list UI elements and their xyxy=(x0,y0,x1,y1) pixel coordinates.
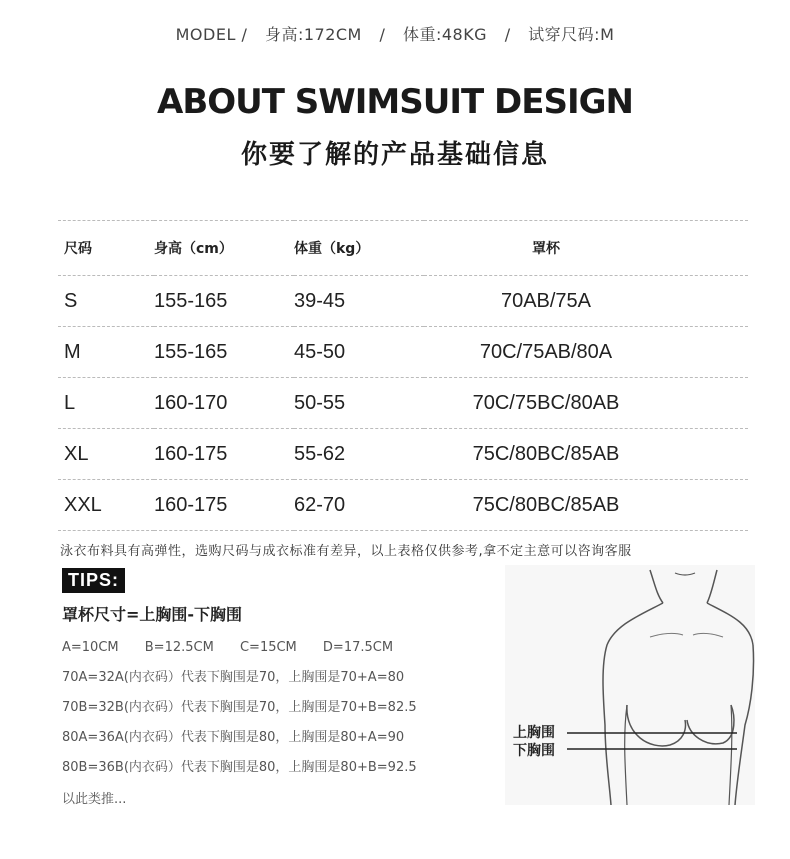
figure-background xyxy=(505,565,755,805)
cell-cup: 75C/80BC/85AB xyxy=(472,442,620,465)
upper-bust-label: 上胸围 xyxy=(513,725,555,741)
separator: / xyxy=(504,25,511,44)
cell-cup: 70C/75AB/80A xyxy=(479,340,613,363)
bust-measurement-illustration xyxy=(505,565,755,805)
table-row xyxy=(58,429,748,480)
table-row xyxy=(58,480,748,531)
cell-cup: 70AB/75A xyxy=(500,289,592,312)
table-row xyxy=(58,378,748,429)
cup-value: B=12.5CM xyxy=(144,640,214,655)
title-english: ABOUT SWIMSUIT DESIGN xyxy=(157,82,633,122)
size-chart-table xyxy=(58,220,748,531)
fabric-note: 泳衣布料具有高弹性，选购尺码与成衣标准有差异，以上表格仅供参考,拿不定主意可以咨询客服 xyxy=(60,544,632,559)
lower-bust-label: 下胸围 xyxy=(513,743,555,759)
cup-values xyxy=(62,640,415,655)
cell-height: 155-165 xyxy=(154,289,228,312)
cell-size: M xyxy=(64,340,81,363)
list-item: 70B=32B(内衣码）代表下胸围是70，上胸围是70+B=82.5 xyxy=(62,700,417,715)
table-header-row xyxy=(58,221,748,276)
title-chinese: 你要了解的产品基础信息 xyxy=(240,140,549,170)
separator: / xyxy=(379,25,386,44)
header-size: 尺码 xyxy=(64,241,92,257)
cell-height: 160-175 xyxy=(154,442,228,465)
model-info-line xyxy=(0,22,790,45)
cell-weight: 39-45 xyxy=(294,289,346,312)
model-weight: 体重:48KG xyxy=(402,25,488,44)
header-cup: 罩杯 xyxy=(532,241,560,257)
cell-weight: 62-70 xyxy=(294,493,346,516)
cell-height: 160-170 xyxy=(154,391,228,414)
cup-value: A=10CM xyxy=(62,640,119,655)
cell-weight: 45-50 xyxy=(294,340,346,363)
cell-size: L xyxy=(64,391,76,414)
size-examples-list xyxy=(62,668,417,788)
cell-height: 160-175 xyxy=(154,493,228,516)
cell-size: XXL xyxy=(64,493,102,516)
table-row xyxy=(58,276,748,327)
cell-size: XL xyxy=(64,442,89,465)
cup-formula: 罩杯尺寸=上胸围-下胸围 xyxy=(62,605,243,624)
tips-badge: TIPS: xyxy=(62,568,125,593)
cell-cup: 75C/80BC/85AB xyxy=(472,493,620,516)
cell-size: S xyxy=(64,289,78,312)
table-row xyxy=(58,327,748,378)
cell-height: 155-165 xyxy=(154,340,228,363)
list-item: 70A=32A(内衣码）代表下胸围是70，上胸围是70+A=80 xyxy=(62,670,405,685)
model-size: 试穿尺码:M xyxy=(528,25,615,44)
cup-value: C=15CM xyxy=(239,640,297,655)
list-item: 80B=36B(内衣码）代表下胸围是80，上胸围是80+B=92.5 xyxy=(62,760,417,775)
cup-value: D=17.5CM xyxy=(322,640,394,655)
cell-cup: 70C/75BC/80AB xyxy=(472,391,620,414)
etc-text: 以此类推... xyxy=(62,792,127,807)
header-height: 身高（cm） xyxy=(154,241,233,257)
model-label: MODEL / xyxy=(175,25,248,44)
list-item: 80A=36A(内衣码）代表下胸围是80，上胸围是80+A=90 xyxy=(62,730,405,745)
header-weight: 体重（kg） xyxy=(294,241,370,257)
model-height: 身高:172CM xyxy=(264,25,362,44)
cell-weight: 55-62 xyxy=(294,442,346,465)
cell-weight: 50-55 xyxy=(294,391,346,414)
